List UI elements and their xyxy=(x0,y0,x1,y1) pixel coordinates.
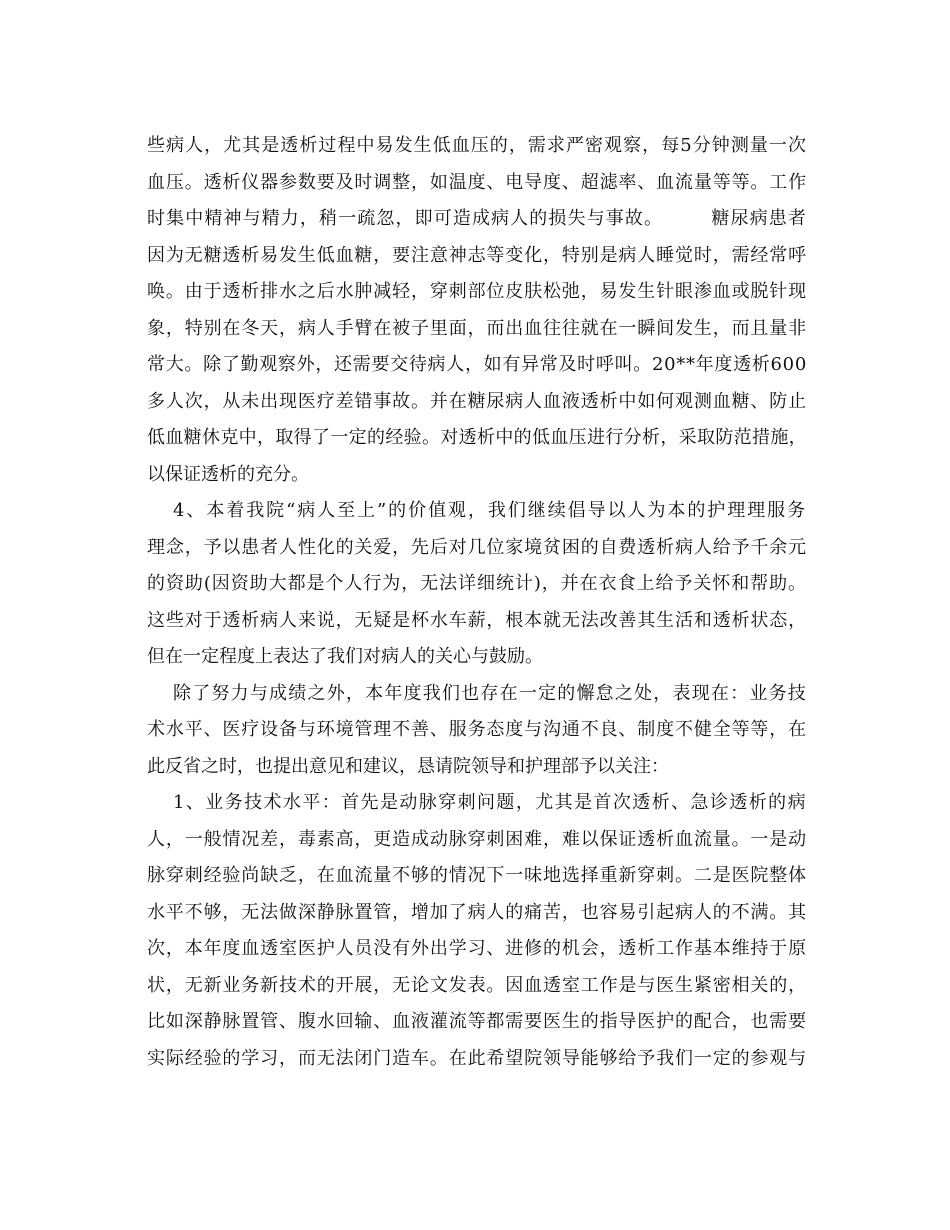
text-line: 但在一定程度上表达了我们对病人的关心与鼓励。 xyxy=(147,646,543,667)
text-line: 常大。除了勤观察外，还需要交待病人，如有异常及时呼叫。20**年度透析600 xyxy=(147,354,807,375)
text-line: 比如深静脉置管、腹水回输、血液灌流等都需要医生的指导医护的配合，也需要 xyxy=(147,1011,807,1032)
text-line: 此反省之时，也提出意见和建议，恳请院领导和护理部予以关注： xyxy=(147,755,669,777)
text-line: 低血糖休克中，取得了一定的经验。对透析中的低血压进行分析，采取防范措施， xyxy=(147,427,807,448)
text-line: 些病人，尤其是透析过程中易发生低血压的，需求严密观察，每5分钟测量一次 xyxy=(147,135,807,156)
text-line: 血压。透析仪器参数要及时调整，如温度、电导度、超滤率、血流量等等。工作 xyxy=(147,171,807,193)
text-line: 实际经验的学习，而无法闭门造车。在此希望院领导能够给予我们一定的参观与 xyxy=(147,1047,807,1069)
text-line: 多人次，从未出现医疗差错事故。并在糖尿病人血液透析中如何观测血糖、防止 xyxy=(147,390,807,412)
text-line: 术水平、医疗设备与环境管理不善、服务态度与沟通不良、制度不健全等等，在 xyxy=(147,719,807,740)
paragraph-first-line: 1、业务技术水平：首先是动脉穿刺问题，尤其是首次透析、急诊透析的病 xyxy=(173,792,807,813)
text-line: 时集中精神与精力，稍一疏忽，即可造成病人的损失与事故。 糖尿病患者 xyxy=(147,208,807,229)
text-line: 水平不够，无法做深静脉置管，增加了病人的痛苦，也容易引起病人的不满。其 xyxy=(147,901,807,923)
paragraph-first-line: 除了努力与成绩之外，本年度我们也存在一定的懈怠之处，表现在：业务技 xyxy=(173,682,807,704)
text-line: 人，一般情况差，毒素高，更造成动脉穿刺困难，难以保证透析血流量。一是动 xyxy=(147,828,807,850)
text-line: 这些对于透析病人来说，无疑是杯水车薪，根本就无法改善其生活和透析状态， xyxy=(147,609,807,631)
text-line: 理念，予以患者人性化的关爱，先后对几位家境贫困的自费透析病人给予千余元 xyxy=(147,536,807,558)
paragraph-first-line: 4、本着我院“病人至上”的价值观，我们继续倡导以人为本的护理理服务 xyxy=(173,500,807,521)
text-line: 次，本年度血透室医护人员没有外出学习、进修的机会，透析工作基本维持于原 xyxy=(147,938,807,959)
text-line: 因为无糖透析易发生低血糖，要注意神志等变化，特别是病人睡觉时，需经常呼 xyxy=(147,244,807,266)
body-text xyxy=(147,128,807,1077)
text-line: 的资助(因资助大都是个人行为，无法详细统计)，并在衣食上给予关怀和帮助。 xyxy=(147,573,807,594)
text-line: 以保证透析的充分。 xyxy=(147,463,309,485)
text-line: 状，无新业务新技术的开展，无论文发表。因血透室工作是与医生紧密相关的， xyxy=(147,974,807,996)
text-line: 唤。由于透析排水之后水肿减轻，穿刺部位皮肤松弛，易发生针眼渗血或脱针现 xyxy=(147,281,807,302)
text-line: 脉穿刺经验尚缺乏，在血流量不够的情况下一味地选择重新穿刺。二是医院整体 xyxy=(147,865,807,886)
text-line: 象，特别在冬天，病人手臂在被子里面，而出血往往就在一瞬间发生，而且量非 xyxy=(147,317,807,339)
